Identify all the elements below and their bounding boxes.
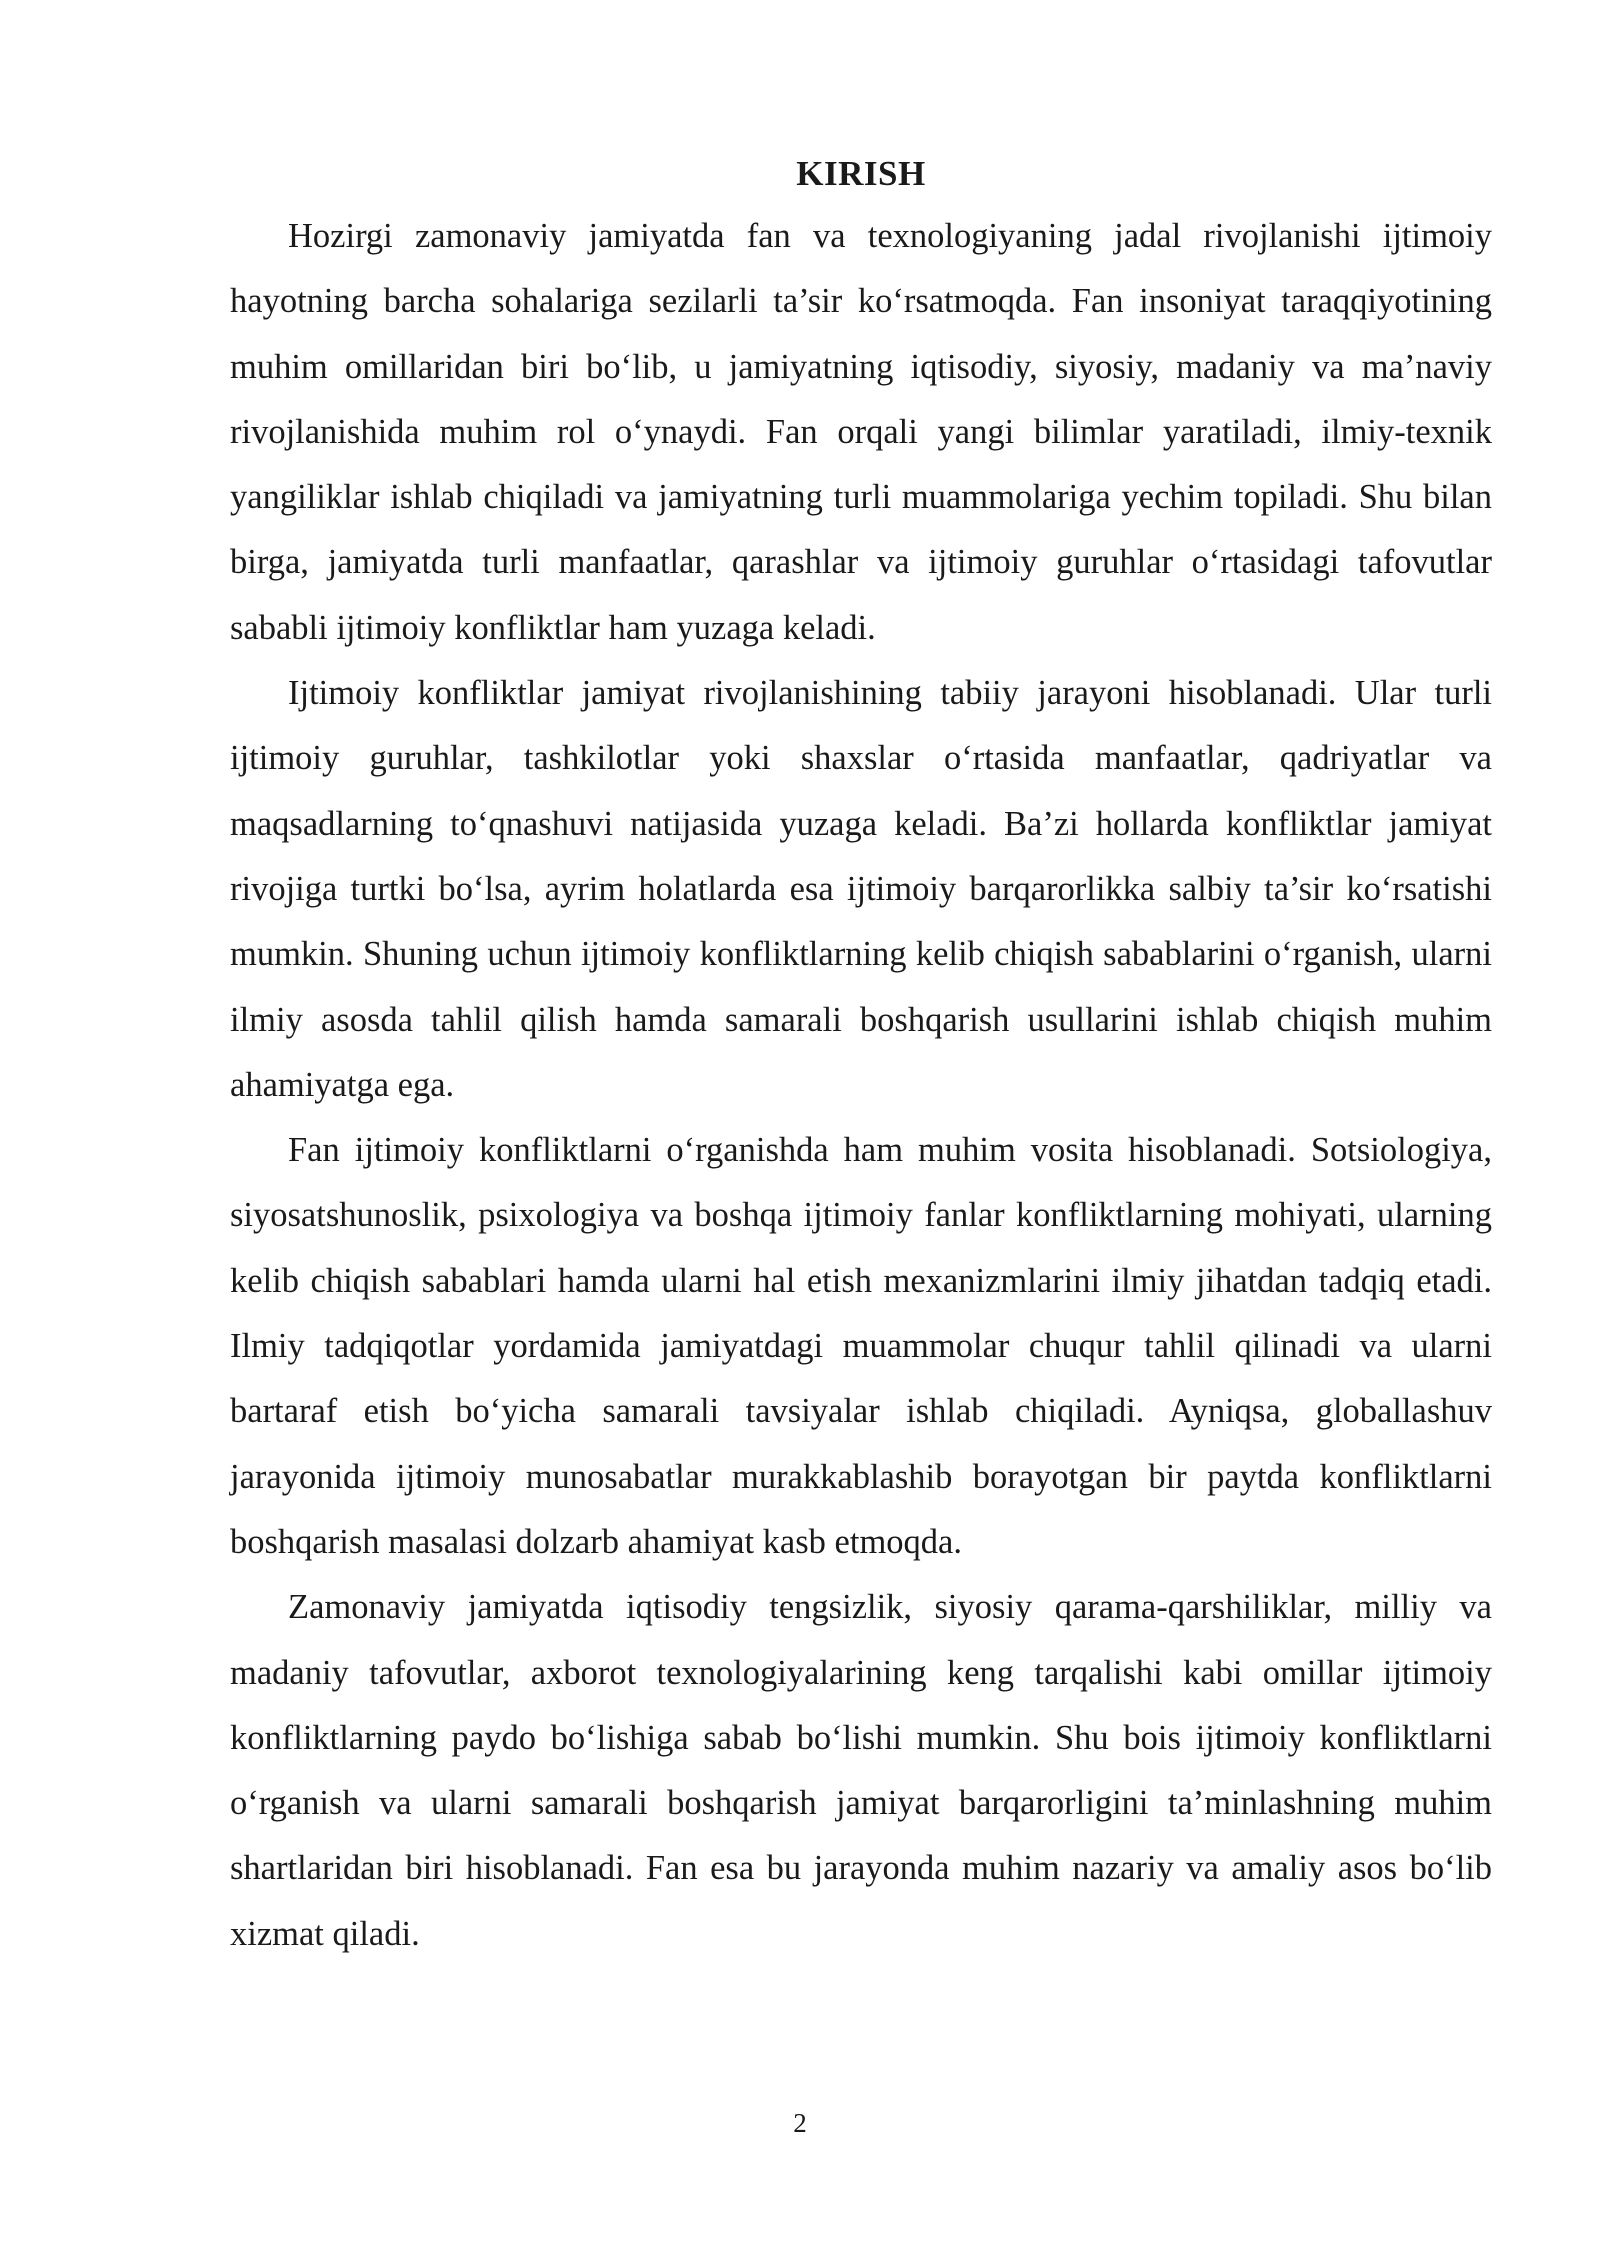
page-number: 2: [793, 2108, 807, 2138]
paragraph-2: Ijtimoiy konfliktlar jamiyat rivojlanishining tabiiy jarayoni hisoblanadi. Ular turli ijtimoiy guruhlar, tashkilotlar yoki shaxslar o‘rtasida manfaatlar, qadriyatlar va maqsadlarning to‘qnashuvi natijasida yuzaga keladi. Ba’zi hollarda konfliktlar jamiyat rivojiga turtki bo‘lsa, ayrim holatlarda esa ijtimoiy barqarorlikka salbiy ta’sir ko‘rsatishi mumkin. Shuning uchun ijtimoiy konfliktlarning kelib chiqish sabablarini o‘rganish, ularni ilmiy asosda tahlil qilish hamda samarali boshqarish usullarini ishlab chiqish muhim ahamiyatga ega.: [230, 674, 1492, 1104]
section-heading: KIRISH: [796, 154, 926, 193]
page-content: [230, 148, 1492, 1967]
paragraph-3: Fan ijtimoiy konfliktlarni o‘rganishda ham muhim vosita hisoblanadi. Sotsiologiya, siyosatshunoslik, psixologiya va boshqa ijtimoiy fanlar konfliktlarning mohiyati, ularning kelib chiqish sabablari hamda ularni hal etish mexanizmlarini ilmiy jihatdan tadqiq etadi. Ilmiy tadqiqotlar yordamida jamiyatdagi muammolar chuqur tahlil qilinadi va ularni bartaraf etish bo‘yicha samarali tavsiyalar ishlab chiqiladi. Ayniqsa, globallashuv jarayonida ijtimoiy munosabatlar murakkablashib borayotgan bir paytda konfliktlarni boshqarish masalasi dolzarb ahamiyat kasb etmoqda.: [230, 1131, 1492, 1561]
paragraph-1: Hozirgi zamonaviy jamiyatda fan va texnologiyaning jadal rivojlanishi ijtimoiy hayotning barcha sohalariga sezilarli ta’sir ko‘rsatmoqda. Fan insoniyat taraqqiyotining muhim omillaridan biri bo‘lib, u jamiyatning iqtisodiy, siyosiy, madaniy va ma’naviy rivojlanishida muhim rol o‘ynaydi. Fan orqali yangi bilimlar yaratiladi, ilmiy-texnik yangiliklar ishlab chiqiladi va jamiyatning turli muammolariga yechim topiladi. Shu bilan birga, jamiyatda turli manfaatlar, qarashlar va ijtimoiy guruhlar o‘rtasidagi tafovutlar sababli ijtimoiy konfliktlar ham yuzaga keladi.: [230, 217, 1492, 647]
paragraph-4: Zamonaviy jamiyatda iqtisodiy tengsizlik, siyosiy qarama-qarshiliklar, milliy va madaniy tafovutlar, axborot texnologiyalarining keng tarqalishi kabi omillar ijtimoiy konfliktlarning paydo bo‘lishiga sabab bo‘lishi mumkin. Shu bois ijtimoiy konfliktlarni o‘rganish va ularni samarali boshqarish jamiyat barqarorligini ta’minlashning muhim shartlaridan biri hisoblanadi. Fan esa bu jarayonda muhim nazariy va amaliy asos bo‘lib xizmat qiladi.: [230, 1588, 1492, 1953]
